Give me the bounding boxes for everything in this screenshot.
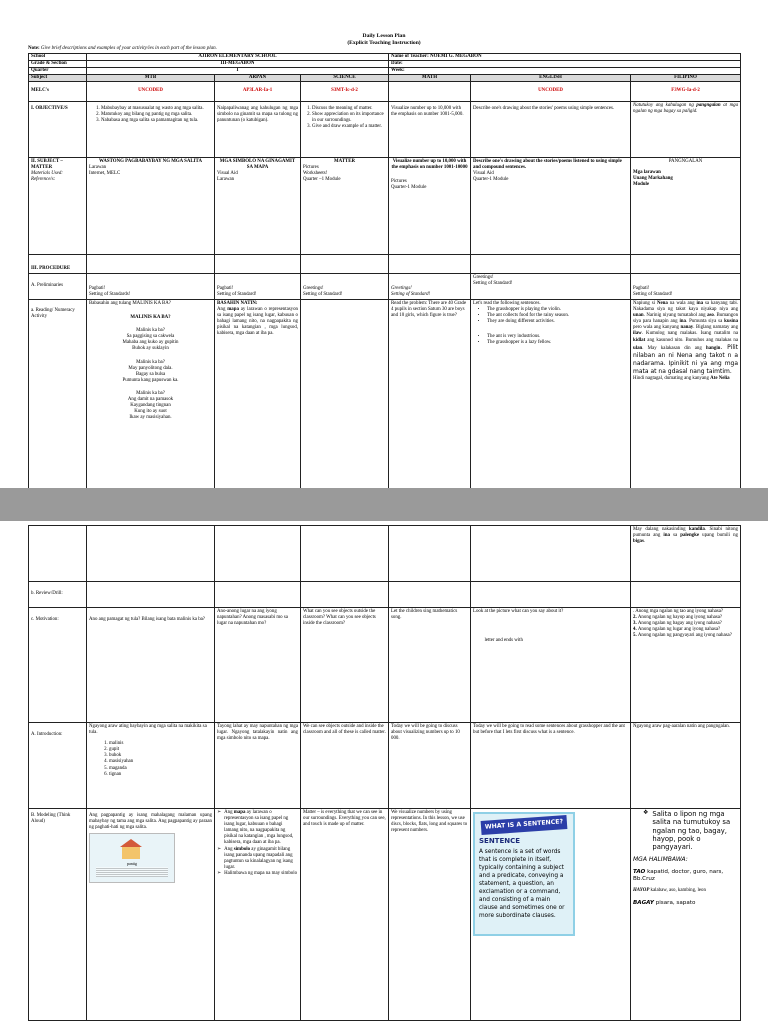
reading-arpan: BASAHIN NATIN: Ang mapa ay larawan o representasyon sa isang papel ng isang lugar, kabuuan o bahagi lamang nito, na nagpapakita ng pisikal na katangian , mga lungsod, kabisera, mga daan at iba pa. (215, 300, 301, 489)
melc-mtb: UNCODED (87, 82, 215, 102)
procedure-label: III. PROCEDURE (29, 255, 87, 274)
modeling-label: B. Modeling (Think Aloud) (29, 809, 87, 1021)
motivation-arpan: Ano-anong lugar na ang iyong napuntahan? Anong masasabi mo sa lugar na napuntahan mo? (215, 608, 301, 723)
document-title: Daily Lesson Plan (362, 33, 406, 39)
objective-item: 3. Nababasa ang mga salita sa pamamagitan ng tula. (101, 118, 212, 124)
modeling-math: We visualize numbers by using representations. In this lesson, we use discs, blocks, flats, long and squares to represent numbers. (389, 809, 471, 1021)
subject-filipino: FILIPINO (631, 75, 741, 82)
subject-mtb: MTB (87, 75, 215, 82)
sentence-item: • The grasshopper is a lazy fellow. (487, 340, 628, 346)
introduction-row (29, 723, 741, 809)
info-row-school (29, 54, 741, 61)
reading-mtb: Babasahin ang tulang MALINIS KA BA? MALINIS KA BA? Malinis ka ba? Sa paggising sa cakwela Mahaba ang kuko ay gupitin Buhok ay suklayin Malinis ka ba? May panyolitong dala. Bagay sa bulsa Pumunta kang papuswan ka. Malinis ka ba? Ang damit na pamasok Kaygandang tingnan Kung ito ay suot Ikaw ay masisiyahan. (87, 300, 215, 489)
modeling-filipino: ❖ Salita o lipon ng mga salita na tumutukoy sa ngalan ng tao, bagay, hayop, pook o pangyayari. MGA HALIMBAWA: TAO kapatid, doctor, guro, nars, Bb.Cruz HAYOP kalabaw, aso, kambing, leon BAGAY pisara, sapato (631, 809, 741, 1021)
arrow-bullet-icon: ➢ (217, 810, 222, 815)
subject-matter-english: Describe one's drawing about the stories/poems listened to using simple and compound sentences. Visual Aid Quarter-1 Module (471, 158, 631, 255)
house-roof-icon (120, 839, 142, 847)
introduction-english: Today we will be going to read some sentences about grasshopper and the ant but before that I lets first discuss what is a sentence. (471, 723, 631, 809)
preliminaries-math: Greetings! Setting of Standard! (389, 274, 471, 300)
introduction-science: We can see objects outside and inside the classroom and all of these is called matter. (301, 723, 389, 809)
objectives-arpan: Naipapaliwanag ang kahulugan ng mga simbolo na ginamit sa mapa sa tulong ng panuntunan (o katubigan). (215, 102, 301, 158)
sentence-item: • The grasshopper is playing the violin. (487, 307, 628, 313)
objectives-row (29, 102, 741, 158)
objectives-mtb (87, 102, 215, 158)
objective-item: 1. Discuss the meaning of matter. (312, 106, 386, 112)
motivation-row (29, 608, 741, 723)
arrow-bullet-icon: ➢ (217, 846, 222, 852)
sentence-item: • The ant collects food for the rainy season. (487, 313, 628, 319)
reading-row (29, 300, 741, 489)
pantig-illustration: pantig (89, 833, 175, 883)
subject-math: MATH (389, 75, 471, 82)
grade-label: Grade & Section (29, 61, 87, 68)
objective-item: 2. Matutukoy ang bilang ng pantig ng mga salita. (101, 112, 212, 118)
subject-matter-arpan: MGA SIMBOLO NA GINAGAMIT SA MAPA Visual Aid Larawan (215, 158, 301, 255)
preliminaries-label: A. Preliminaries (29, 274, 87, 300)
introduction-math: Today we will be going to discuss about visualizing numbers up to 10 000. (389, 723, 471, 809)
lesson-plan-page-1 (0, 0, 768, 488)
review-row (29, 582, 741, 608)
reading-label: a. Reading/ Numeracy Activity (29, 300, 87, 489)
teacher-label: Name of Teacher: NOEMI G. MEGABON (389, 54, 741, 61)
word-item: 3. buhok (109, 753, 212, 759)
note-text: Give brief descriptions and examples of your activity/ies in each part of the lesson plan. (40, 46, 217, 51)
preliminaries-arpan: Pagbati! Setting of Standard! (215, 274, 301, 300)
reading-filipino: Napiung si Nena na wala ang ina sa kanyang tabi. Nakadama siya ng takot kaya niyakap niya ang unan. Narinig niyang tumatahol ang aso. Bumangon siya para hanapin ang ina. Pumunta siya sa kusina pero wala ang kanyang nanay. Biglang namatay ang ilaw. Kumulog nang malakas. Isang matalim na kidlat ang kasunod nito. Bumuhos ang malakas na ulan. May kalakasan din ang hangin. Pilit nilaban an ni Nena ang takot n a nadarama. Ipinikit ni ya ang mga mata at na gdasal nang taimtim. Hindi nagtagal, dumating ang kanyang Ate Nelia (631, 300, 741, 489)
reading-continued-row (29, 526, 741, 582)
modeling-row (29, 809, 741, 1021)
quarter-label: Quarter (29, 68, 87, 75)
subject-label: Subject (29, 75, 87, 82)
objective-item: 2. Show appreciation on its importance in our surroundings. (312, 112, 386, 124)
preliminaries-mtb: Pagbati! Setting of Standards! (87, 274, 215, 300)
subject-matter-math: Visualize number up to 10,000 with the emphasis on number 1001-10000 Pictures Quarter-1 Module (389, 158, 471, 255)
motivation-label: c. Motivation: (29, 608, 87, 723)
subject-science: SCIENCE (301, 75, 389, 82)
melc-label: MELC's (29, 82, 87, 102)
date-label: Date: (389, 61, 741, 68)
subject-matter-label: II. SUBJECT – MATTER Materials Used: Reference/s: (29, 158, 87, 255)
melc-row (29, 82, 741, 102)
motivation-mtb: Ano ang pamagat ng tula? Bilang isang bata malinis ka ba? (87, 608, 215, 723)
preliminaries-row (29, 274, 741, 300)
word-item: 4. masisiyahan (109, 759, 212, 765)
motivation-filipino: . Anong mga ngalan ng tao ang iyong nahasa? 2. Anong ngalan ng hayop ang iyong nahasa? 3. Anong ngalan ng bagay ang iyong nahasa? 4. Anong ngalan ng lugar ang iyong nahasa? 5. Anong ngalan ng pangyayari ang iyong nahasa? (631, 608, 741, 723)
house-icon (122, 847, 140, 859)
melc-arpan: AP3LAR-Ia-1 (215, 82, 301, 102)
info-row-quarter (29, 68, 741, 75)
lesson-plan-table-1 (28, 53, 741, 488)
reading-math: Read the problem: There are 40 Grade 4 pupils in section Saturn 30 are boys and 10 girls, which figure is true? (389, 300, 471, 489)
what-is-a-sentence-image: WHAT IS A SENTENCE? SENTENCE A sentence is a set of words that is complete in itself, typically containing a subject and a predicate, conveying a statement, a question, an exclamation or a command, and consisting of a main clause and sometimes one or more subordinate clauses. (473, 812, 575, 936)
sentence-item: • They are doing different activities. (487, 319, 628, 325)
lesson-plan-page-2 (0, 521, 768, 1024)
word-item: 2. gupit (109, 747, 212, 753)
melc-science: S3MT-Ic-d-2 (301, 82, 389, 102)
motivation-english: Look at the picture what can you say about it? (471, 608, 631, 723)
sentence-item: • The ant is very industrious. (487, 334, 628, 340)
procedure-row (29, 255, 741, 274)
objectives-science (301, 102, 389, 158)
melc-english: UNCODED (471, 82, 631, 102)
word-item: 5. maganda (109, 766, 212, 772)
info-row-grade (29, 61, 741, 68)
subject-arpan: ARPAN (215, 75, 301, 82)
objective-item: 3. Give and draw example of a matter. (312, 124, 386, 130)
introduction-mtb: Ngayong araw ating baybayin ang mga salita na makikita sa tula. 1. malinis 2. gupit 3. buhok 4. masisiyahan 5. maganda 6. tignan (87, 723, 215, 809)
melc-filipino: F3WG-Ia-d-2 (631, 82, 741, 102)
word-item: 1. malinis (109, 741, 212, 747)
subject-english: ENGLISH (471, 75, 631, 82)
motivation-science: What can you see objects outside the classroom? What can you see objects inside the classroom? (301, 608, 389, 723)
subject-matter-mtb: WASTONG PAGBABAYBAY NG MGA SALITA Larawan Internet, MELC (87, 158, 215, 255)
word-item: 6. tignan (109, 772, 212, 778)
lesson-plan-table-2 (28, 525, 741, 1021)
modeling-science: Matter – is everything that we can see in our surroundings. Everything you can see, and touch is made up of matter. (301, 809, 389, 1021)
modeling-mtb: Ang pagpapantig ay isang mahalagang malaman upang mabaybay ng tama ang mga salita. Ang pagpapantig ay paraan ng paghati-hati ng mga salita. pantig (87, 809, 215, 1021)
arrow-bullet-icon: ➢ (217, 870, 222, 876)
quarter-value: I (87, 68, 389, 75)
modeling-arpan: ➢ Ang mapa ay larawan o representasyon sa isang papel ng isang lugar, kabuuan o bahagi lamang nito, na nagpapakita ng pisikal na katangian , mga lungsod, kabisera, mga daan at iba pa. ➢ Ang simbolo ay ginagamit bilang isang pananda upang mapadali ang pagtuntun sa kinalalagyan ng isang lugar. ➢ Halimbawa ng mapa na may simbolo (215, 809, 301, 1021)
subject-matter-filipino: PANGNGALAN Mga larawan Unang Markahang Module (631, 158, 741, 255)
motivation-math: Let the children sing mathematics song. (389, 608, 471, 723)
school-label: School (29, 54, 87, 61)
introduction-arpan: Tayong lahat ay may napuntahan ng mga lugar. Ngayong tatalakayin natin ang mga simbolo nito sa mapa. (215, 723, 301, 809)
review-label: b. Review/Drill: (29, 582, 87, 608)
document-subtitle: (Explicit Teaching Instruction) (347, 39, 421, 46)
week-label: Week: (389, 68, 741, 75)
objective-item: 1. Mabubaybay at masusualat ng wasto ang mga salita. (101, 106, 212, 112)
introduction-label: A. Introduction: (29, 723, 87, 809)
reading-english: Let's read the following sentences. • The grasshopper is playing the violin. • The ant collects food for the rainy season. • They are doing different activities. • The ant is very industrious. • The grasshopper is a lazy fellow. (471, 300, 631, 489)
preliminaries-english: Greetings! Setting of Standard! (471, 274, 631, 300)
modeling-english: WHAT IS A SENTENCE? SENTENCE A sentence is a set of words that is complete in itself, typically containing a subject and a predicate, conveying a statement, a question, an exclamation or a command, and consisting of a main clause and sometimes one or more subordinate clauses. letter and ends with (471, 809, 631, 1021)
subject-matter-row (29, 158, 741, 255)
subject-matter-science: MATTER Pictures Worksheets! Quarter –1 Module (301, 158, 389, 255)
note-line (28, 46, 217, 51)
objectives-math: Visualize number up to 10,000 with the emphasis on number 1001-5,000. (389, 102, 471, 158)
introduction-filipino: Ngayong araw pag-aaralan natin ang pangngalan. (631, 723, 741, 809)
objectives-label: I. OBJECTIVE/S (29, 102, 87, 158)
preliminaries-filipino: Pagbati! Setting of Standard! (631, 274, 741, 300)
objectives-english: Describe one's drawing about the stories' poems using simple sentences. (471, 102, 631, 158)
school-value: AJIRON ELEMENTARY SCHOOL (87, 54, 389, 61)
reading-filipino-continued: May dalang nakasinding kandila. Sinabi nitong pumunta ang ina sa palengke upang bumili ng bigas. (631, 526, 741, 582)
subject-header-row (29, 75, 741, 82)
note-label: Note: (28, 46, 40, 51)
diamond-bullet-icon: ❖ (643, 810, 649, 816)
melc-math (389, 82, 471, 102)
objectives-filipino: Natutukoy ang kahulugan ng pangngalan at mga ngalan ng mga bagay sa paligid. (631, 102, 741, 158)
grade-value: III-MEGABON (87, 61, 389, 68)
preliminaries-science: Greetings! Setting of Standard! (301, 274, 389, 300)
